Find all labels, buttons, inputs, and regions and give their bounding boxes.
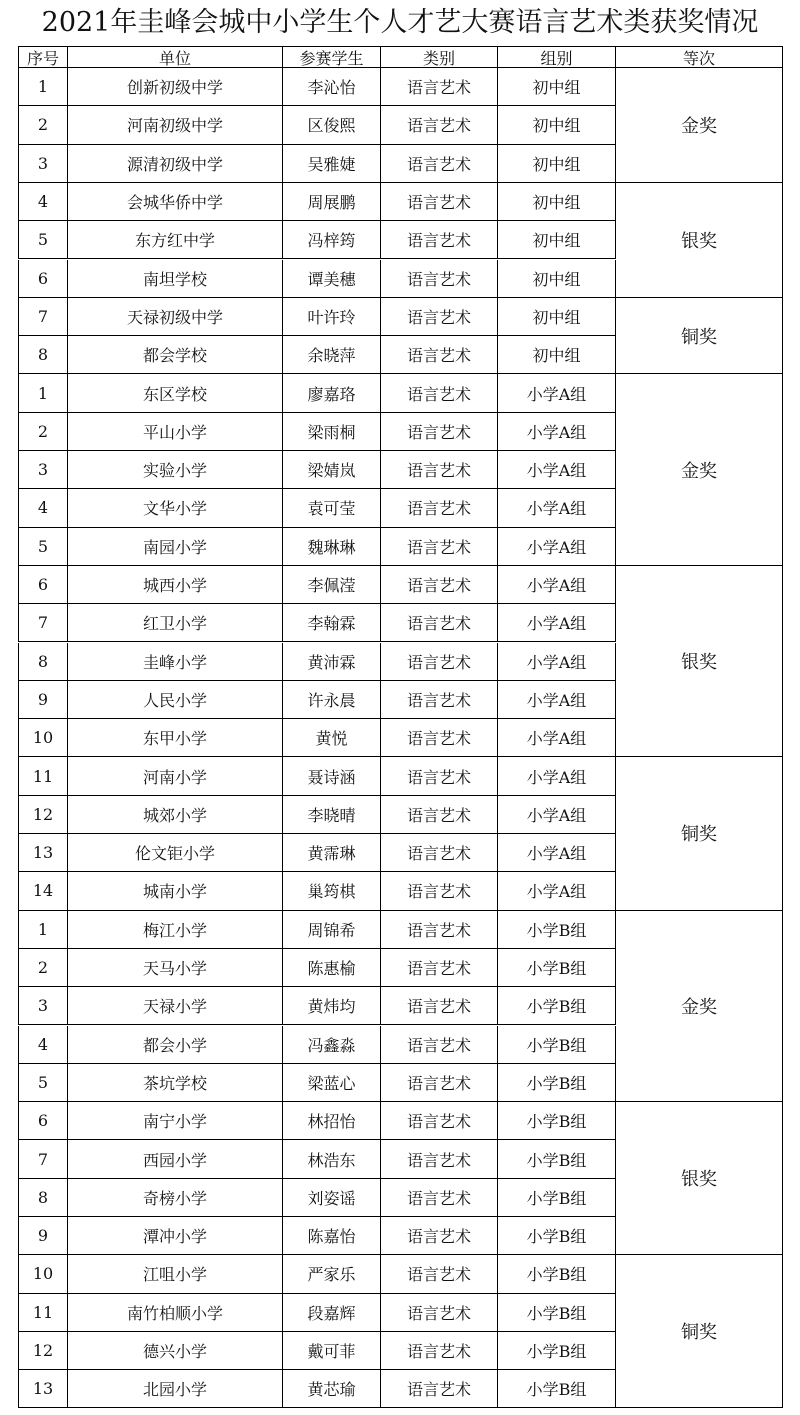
student-cell: 廖嘉珞 [283, 374, 381, 412]
group-cell: 小学A组 [498, 719, 616, 757]
serial-number-cell: 6 [18, 260, 68, 298]
serial-number-cell: 10 [18, 1255, 68, 1293]
student-cell: 黄炜均 [283, 987, 381, 1025]
column-header: 组别 [498, 46, 616, 68]
serial-number-cell: 3 [18, 145, 68, 183]
group-cell: 小学A组 [498, 528, 616, 566]
group-cell: 小学A组 [498, 604, 616, 642]
unit-cell: 西园小学 [68, 1140, 283, 1178]
student-cell: 周展鹏 [283, 183, 381, 221]
group-cell: 初中组 [498, 298, 616, 336]
student-cell: 周锦希 [283, 911, 381, 949]
unit-cell: 红卫小学 [68, 604, 283, 642]
group-cell: 小学B组 [498, 1255, 616, 1293]
category-cell: 语言艺术 [381, 1064, 498, 1102]
student-cell: 李晓晴 [283, 796, 381, 834]
unit-cell: 北园小学 [68, 1370, 283, 1408]
serial-number-cell: 2 [18, 413, 68, 451]
category-cell: 语言艺术 [381, 604, 498, 642]
category-cell: 语言艺术 [381, 68, 498, 106]
student-cell: 李佩滢 [283, 566, 381, 604]
unit-cell: 梅江小学 [68, 911, 283, 949]
serial-number-cell: 12 [18, 796, 68, 834]
serial-number-cell: 8 [18, 643, 68, 681]
group-cell: 初中组 [498, 336, 616, 374]
serial-number-cell: 6 [18, 1102, 68, 1140]
award-level-cell: 铜奖 [616, 1255, 783, 1408]
column-header: 类别 [381, 46, 498, 68]
award-table [18, 46, 783, 1415]
student-cell: 梁雨桐 [283, 413, 381, 451]
category-cell: 语言艺术 [381, 260, 498, 298]
category-cell: 语言艺术 [381, 681, 498, 719]
unit-cell: 潭冲小学 [68, 1217, 283, 1255]
category-cell: 语言艺术 [381, 106, 498, 144]
category-cell: 语言艺术 [381, 528, 498, 566]
serial-number-cell: 12 [18, 1332, 68, 1370]
student-cell: 冯鑫淼 [283, 1026, 381, 1064]
serial-number-cell: 2 [18, 949, 68, 987]
group-cell: 小学A组 [498, 757, 616, 795]
student-cell: 梁蓝心 [283, 1064, 381, 1102]
group-cell: 小学A组 [498, 566, 616, 604]
group-cell: 小学A组 [498, 796, 616, 834]
column-header: 等次 [616, 46, 783, 68]
group-cell: 小学A组 [498, 834, 616, 872]
category-cell: 语言艺术 [381, 566, 498, 604]
group-cell: 小学B组 [498, 1294, 616, 1332]
student-cell: 林浩东 [283, 1140, 381, 1178]
group-cell: 初中组 [498, 145, 616, 183]
group-cell: 小学B组 [498, 949, 616, 987]
category-cell: 语言艺术 [381, 757, 498, 795]
unit-cell: 创新初级中学 [68, 68, 283, 106]
group-cell: 初中组 [498, 106, 616, 144]
unit-cell: 城南小学 [68, 872, 283, 910]
award-level-cell: 银奖 [616, 183, 783, 298]
unit-cell: 源清初级中学 [68, 145, 283, 183]
group-cell: 小学A组 [498, 374, 616, 412]
group-cell: 小学A组 [498, 681, 616, 719]
group-cell: 小学B组 [498, 1370, 616, 1408]
unit-cell: 东甲小学 [68, 719, 283, 757]
unit-cell: 南竹柏顺小学 [68, 1294, 283, 1332]
category-cell: 语言艺术 [381, 336, 498, 374]
unit-cell: 天禄小学 [68, 987, 283, 1025]
serial-number-cell: 5 [18, 528, 68, 566]
student-cell: 巢筠棋 [283, 872, 381, 910]
student-cell: 刘姿谣 [283, 1179, 381, 1217]
group-cell: 小学B组 [498, 987, 616, 1025]
category-cell: 语言艺术 [381, 221, 498, 259]
student-cell: 黄霈琳 [283, 834, 381, 872]
group-cell: 初中组 [498, 183, 616, 221]
student-cell: 戴可菲 [283, 1332, 381, 1370]
category-cell: 语言艺术 [381, 872, 498, 910]
serial-number-cell: 8 [18, 1179, 68, 1217]
group-cell: 小学A组 [498, 413, 616, 451]
group-cell: 小学B组 [498, 1140, 616, 1178]
category-cell: 语言艺术 [381, 1294, 498, 1332]
serial-number-cell: 6 [18, 566, 68, 604]
column-header: 序号 [18, 46, 68, 68]
award-level-cell: 银奖 [616, 1102, 783, 1255]
serial-number-cell: 2 [18, 106, 68, 144]
serial-number-cell: 8 [18, 336, 68, 374]
unit-cell: 东方红中学 [68, 221, 283, 259]
group-cell: 初中组 [498, 68, 616, 106]
unit-cell: 天马小学 [68, 949, 283, 987]
unit-cell: 实验小学 [68, 451, 283, 489]
serial-number-cell: 7 [18, 1140, 68, 1178]
category-cell: 语言艺术 [381, 1179, 498, 1217]
group-cell: 小学A组 [498, 489, 616, 527]
student-cell: 段嘉辉 [283, 1294, 381, 1332]
student-cell: 余晓萍 [283, 336, 381, 374]
student-cell: 严家乐 [283, 1255, 381, 1293]
group-cell: 小学A组 [498, 451, 616, 489]
category-cell: 语言艺术 [381, 987, 498, 1025]
unit-cell: 会城华侨中学 [68, 183, 283, 221]
unit-cell: 东区学校 [68, 374, 283, 412]
unit-cell: 茶坑学校 [68, 1064, 283, 1102]
student-cell: 黄悦 [283, 719, 381, 757]
serial-number-cell: 13 [18, 834, 68, 872]
serial-number-cell: 1 [18, 911, 68, 949]
unit-cell: 天禄初级中学 [68, 298, 283, 336]
page-title: 2021年圭峰会城中小学生个人才艺大赛语言艺术类获奖情况 [41, 7, 759, 38]
category-cell: 语言艺术 [381, 911, 498, 949]
student-cell: 陈嘉怡 [283, 1217, 381, 1255]
serial-number-cell: 5 [18, 1064, 68, 1102]
serial-number-cell: 7 [18, 298, 68, 336]
unit-cell: 圭峰小学 [68, 643, 283, 681]
category-cell: 语言艺术 [381, 1370, 498, 1408]
award-level-cell: 金奖 [616, 911, 783, 1103]
category-cell: 语言艺术 [381, 1332, 498, 1370]
serial-number-cell: 4 [18, 1026, 68, 1064]
category-cell: 语言艺术 [381, 145, 498, 183]
student-cell: 叶许玲 [283, 298, 381, 336]
category-cell: 语言艺术 [381, 949, 498, 987]
serial-number-cell: 14 [18, 872, 68, 910]
student-cell: 林招怡 [283, 1102, 381, 1140]
unit-cell: 都会学校 [68, 336, 283, 374]
group-cell: 小学B组 [498, 911, 616, 949]
category-cell: 语言艺术 [381, 796, 498, 834]
category-cell: 语言艺术 [381, 183, 498, 221]
category-cell: 语言艺术 [381, 1026, 498, 1064]
student-cell: 聂诗涵 [283, 757, 381, 795]
unit-cell: 德兴小学 [68, 1332, 283, 1370]
award-level-cell: 铜奖 [616, 757, 783, 910]
group-cell: 小学B组 [498, 1026, 616, 1064]
student-cell: 黄芯瑜 [283, 1370, 381, 1408]
unit-cell: 河南初级中学 [68, 106, 283, 144]
student-cell: 李沁怡 [283, 68, 381, 106]
group-cell: 小学A组 [498, 643, 616, 681]
unit-cell: 江咀小学 [68, 1255, 283, 1293]
student-cell: 冯梓筠 [283, 221, 381, 259]
group-cell: 小学B组 [498, 1064, 616, 1102]
student-cell: 袁可莹 [283, 489, 381, 527]
category-cell: 语言艺术 [381, 643, 498, 681]
category-cell: 语言艺术 [381, 719, 498, 757]
category-cell: 语言艺术 [381, 1217, 498, 1255]
unit-cell: 河南小学 [68, 757, 283, 795]
unit-cell: 南宁小学 [68, 1102, 283, 1140]
award-level-cell: 银奖 [616, 566, 783, 758]
group-cell: 小学A组 [498, 872, 616, 910]
serial-number-cell: 1 [18, 374, 68, 412]
serial-number-cell: 4 [18, 489, 68, 527]
unit-cell: 文华小学 [68, 489, 283, 527]
serial-number-cell: 7 [18, 604, 68, 642]
serial-number-cell: 9 [18, 681, 68, 719]
category-cell: 语言艺术 [381, 1102, 498, 1140]
student-cell: 许永晨 [283, 681, 381, 719]
student-cell: 陈惠榆 [283, 949, 381, 987]
category-cell: 语言艺术 [381, 413, 498, 451]
serial-number-cell: 5 [18, 221, 68, 259]
award-level-cell: 金奖 [616, 68, 783, 183]
serial-number-cell: 3 [18, 987, 68, 1025]
group-cell: 小学B组 [498, 1179, 616, 1217]
unit-cell: 都会小学 [68, 1026, 283, 1064]
serial-number-cell: 3 [18, 451, 68, 489]
unit-cell: 南坦学校 [68, 260, 283, 298]
award-level-cell: 金奖 [616, 374, 783, 566]
unit-cell: 平山小学 [68, 413, 283, 451]
student-cell: 梁婧岚 [283, 451, 381, 489]
serial-number-cell: 4 [18, 183, 68, 221]
group-cell: 初中组 [498, 260, 616, 298]
student-cell: 魏琳琳 [283, 528, 381, 566]
unit-cell: 伦文钜小学 [68, 834, 283, 872]
award-level-cell: 铜奖 [616, 298, 783, 375]
group-cell: 小学B组 [498, 1217, 616, 1255]
unit-cell: 南园小学 [68, 528, 283, 566]
student-cell: 李翰霖 [283, 604, 381, 642]
student-cell: 吴雅婕 [283, 145, 381, 183]
unit-cell: 城西小学 [68, 566, 283, 604]
category-cell: 语言艺术 [381, 1140, 498, 1178]
unit-cell: 城郊小学 [68, 796, 283, 834]
serial-number-cell: 10 [18, 719, 68, 757]
category-cell: 语言艺术 [381, 451, 498, 489]
student-cell: 黄沛霖 [283, 643, 381, 681]
unit-cell: 人民小学 [68, 681, 283, 719]
category-cell: 语言艺术 [381, 834, 498, 872]
category-cell: 语言艺术 [381, 489, 498, 527]
serial-number-cell: 1 [18, 68, 68, 106]
serial-number-cell: 11 [18, 757, 68, 795]
category-cell: 语言艺术 [381, 1255, 498, 1293]
group-cell: 初中组 [498, 221, 616, 259]
serial-number-cell: 13 [18, 1370, 68, 1408]
category-cell: 语言艺术 [381, 298, 498, 336]
serial-number-cell: 9 [18, 1217, 68, 1255]
category-cell: 语言艺术 [381, 374, 498, 412]
group-cell: 小学B组 [498, 1332, 616, 1370]
student-cell: 谭美穗 [283, 260, 381, 298]
student-cell: 区俊熙 [283, 106, 381, 144]
unit-cell: 奇榜小学 [68, 1179, 283, 1217]
column-header: 参赛学生 [283, 46, 381, 68]
serial-number-cell: 11 [18, 1294, 68, 1332]
column-header: 单位 [68, 46, 283, 68]
group-cell: 小学B组 [498, 1102, 616, 1140]
